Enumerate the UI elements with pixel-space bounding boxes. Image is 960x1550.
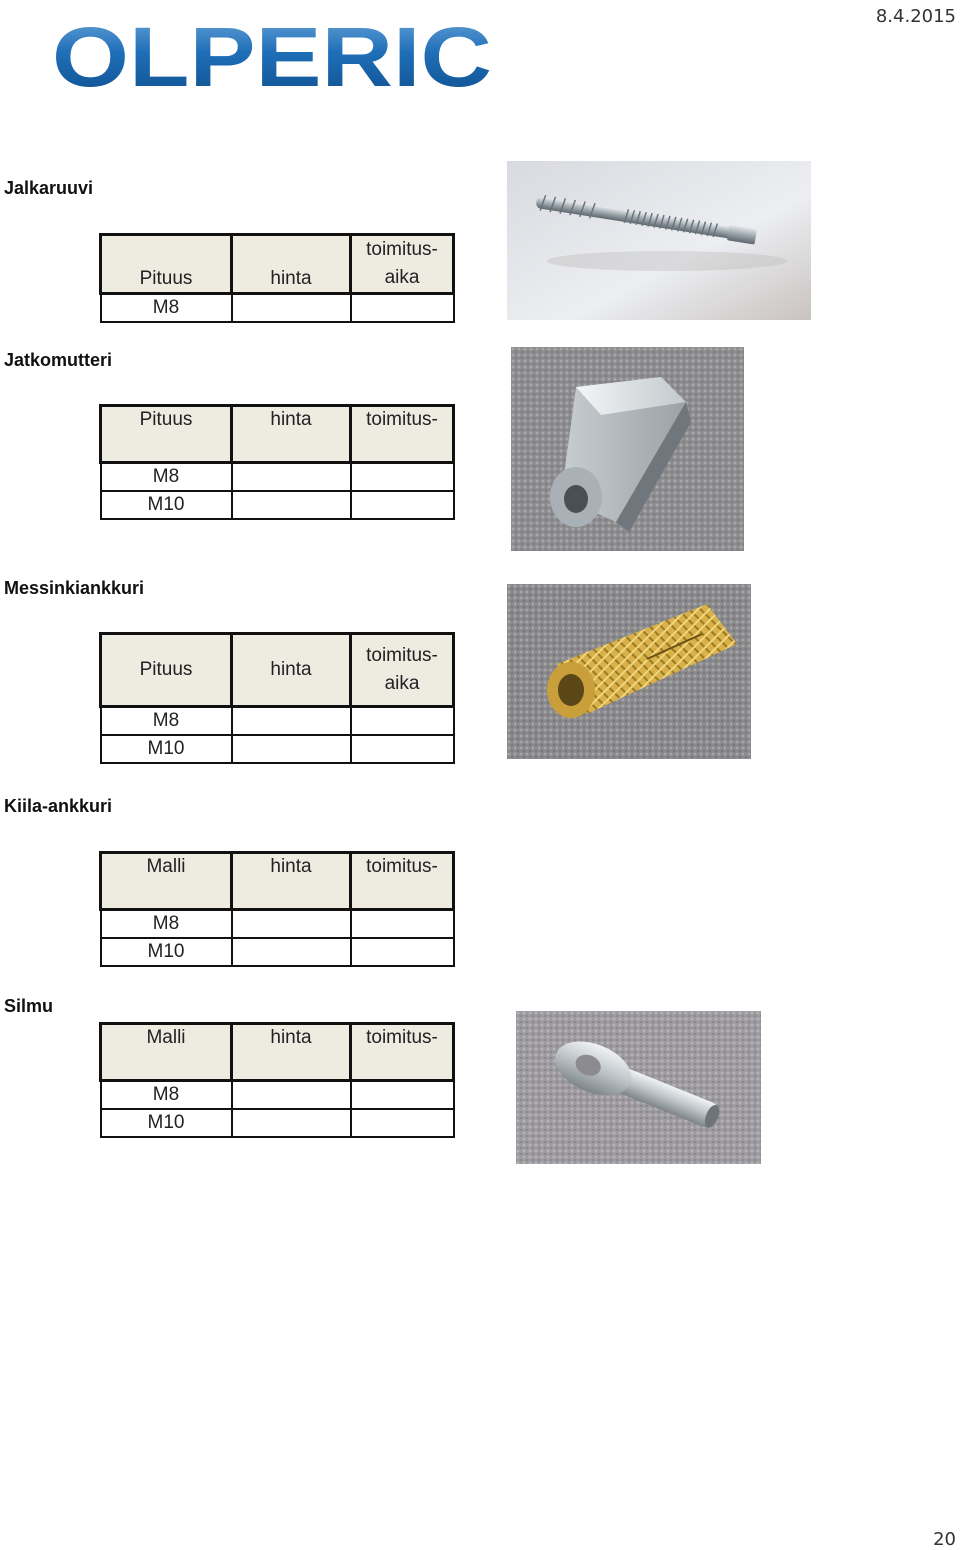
- jatkomutteri-photo: [511, 347, 744, 551]
- size-cell: M8: [101, 910, 232, 939]
- olperic-logo: [50, 18, 496, 96]
- section-title-kiila-ankkuri: Kiila-ankkuri: [4, 796, 113, 816]
- delivery-cell: [351, 1109, 454, 1137]
- page-date: 8.4.2015: [875, 6, 956, 27]
- header-pituus: Pituus: [101, 406, 232, 463]
- header-pituus: Pituus: [101, 634, 232, 707]
- header-pituus: Pituus: [101, 235, 232, 294]
- delivery-cell: [351, 707, 454, 736]
- table-header-row: [101, 634, 454, 707]
- price-cell: [232, 707, 351, 736]
- silmu-photo: [516, 1011, 761, 1164]
- price-cell: [232, 1109, 351, 1137]
- size-cell: M8: [101, 707, 232, 736]
- table-row: [101, 463, 454, 492]
- price-table-messinkiankkuri: [99, 632, 455, 764]
- header-toimitus: toimitus-: [351, 406, 454, 463]
- header-aika: aika: [384, 267, 420, 288]
- price-cell: [232, 463, 351, 492]
- header-toimitus: toimitus-: [351, 1024, 454, 1081]
- delivery-cell: [351, 463, 454, 492]
- table-row: [101, 1081, 454, 1110]
- header-malli: Malli: [101, 1024, 232, 1081]
- jalkaruuvi-photo: [507, 161, 811, 320]
- section-title-silmu: Silmu: [4, 996, 54, 1016]
- delivery-cell: [351, 491, 454, 519]
- table-row: [101, 1109, 454, 1137]
- header-toimitusaika: [351, 235, 454, 294]
- header-hinta: hinta: [232, 634, 351, 707]
- price-cell: [232, 910, 351, 939]
- header-hinta: hinta: [232, 1024, 351, 1081]
- table-row: [101, 910, 454, 939]
- price-cell: [232, 938, 351, 966]
- size-cell: M8: [101, 294, 232, 323]
- size-cell: M10: [101, 491, 232, 519]
- table-header-row: [101, 235, 454, 294]
- table-row: [101, 294, 454, 323]
- price-table-jatkomutteri: [99, 404, 455, 520]
- header-hinta: hinta: [232, 235, 351, 294]
- section-title-jalkaruuvi: Jalkaruuvi: [4, 178, 94, 198]
- table-row: [101, 707, 454, 736]
- delivery-cell: [351, 1081, 454, 1110]
- header-hinta: hinta: [232, 853, 351, 910]
- price-table-jalkaruuvi: [99, 233, 455, 323]
- header-toimitus: toimitus-: [366, 645, 438, 666]
- header-toimitusaika: [351, 634, 454, 707]
- section-title-messinkiankkuri: Messinkiankkuri: [4, 578, 145, 598]
- size-cell: M10: [101, 1109, 232, 1137]
- header-toimitus: toimitus-: [351, 853, 454, 910]
- price-cell: [232, 1081, 351, 1110]
- size-cell: M8: [101, 463, 232, 492]
- table-header-row: [101, 1024, 454, 1081]
- price-cell: [232, 735, 351, 763]
- price-cell: [232, 294, 351, 323]
- svg-text:OLPERIC: OLPERIC: [52, 18, 492, 96]
- header-hinta: hinta: [232, 406, 351, 463]
- size-cell: M10: [101, 938, 232, 966]
- size-cell: M10: [101, 735, 232, 763]
- messinkiankkuri-photo: [507, 584, 751, 759]
- table-row: [101, 735, 454, 763]
- table-header-row: [101, 853, 454, 910]
- section-title-jatkomutteri: Jatkomutteri: [4, 350, 113, 370]
- table-row: [101, 491, 454, 519]
- delivery-cell: [351, 294, 454, 323]
- size-cell: M8: [101, 1081, 232, 1110]
- page-number: 20: [933, 1529, 956, 1550]
- delivery-cell: [351, 910, 454, 939]
- price-table-kiila-ankkuri: [99, 851, 455, 967]
- price-cell: [232, 491, 351, 519]
- table-header-row: [101, 406, 454, 463]
- table-row: [101, 938, 454, 966]
- price-table-silmu: [99, 1022, 455, 1138]
- header-aika: aika: [384, 673, 420, 694]
- delivery-cell: [351, 735, 454, 763]
- delivery-cell: [351, 938, 454, 966]
- header-toimitus: toimitus-: [366, 239, 438, 260]
- header-malli: Malli: [101, 853, 232, 910]
